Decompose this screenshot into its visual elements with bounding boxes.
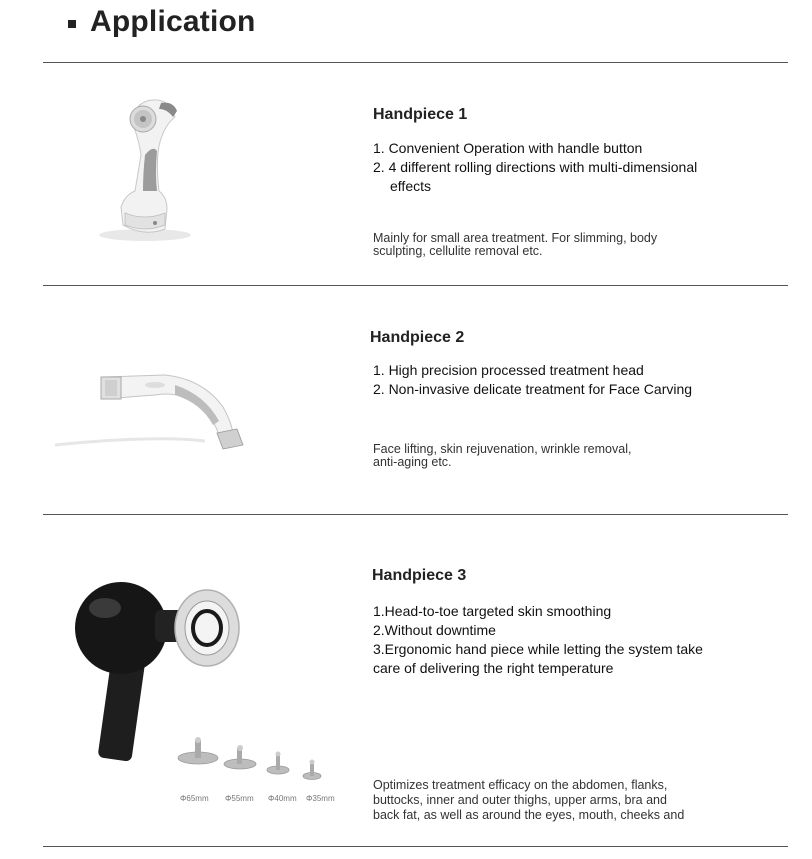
feature-item: 1.Head-to-toe targeted skin smoothing [373,603,612,619]
head-size-label: Φ65mm [180,794,209,803]
feature-item: 3.Ergonomic hand piece while letting the system take [373,641,703,657]
bullet-icon [68,20,76,28]
description-line: back fat, as well as around the eyes, mouth, cheeks and [373,808,685,822]
feature-item: 2. Non-invasive delicate treatment for Face Carving [373,381,693,397]
feature-item: care of delivering the right temperature [373,660,614,676]
handpiece-2-description [373,443,631,468]
feature-item: 2. 4 different rolling directions with multi-dimensional [373,159,698,175]
description-line: Mainly for small area treatment. For slimming, body [373,231,658,245]
description-line: Face lifting, skin rejuvenation, wrinkle removal, [373,442,632,456]
divider [43,846,788,847]
handpiece-3-title: Handpiece 3 [372,567,467,584]
description-line: Optimizes treatment efficacy on the abdomen, flanks, [373,778,668,792]
handpiece-2-features [373,361,692,399]
description-line: buttocks, inner and outer thighs, upper arms, bra and [373,793,667,807]
feature-item: 1. Convenient Operation with handle button [373,140,643,156]
handpiece-3-features [373,602,703,678]
feature-item: 2.Without downtime [373,622,496,638]
handpiece-1-image [95,95,195,245]
handpiece-1-description [373,232,657,257]
head-size-label: Φ55mm [225,794,254,803]
feature-item: effects [390,178,431,194]
handpiece-1-title: Handpiece 1 [373,106,468,123]
handpiece-2-image [55,355,255,455]
description-line: sculpting, cellulite removal etc. [373,243,543,258]
divider [43,285,788,286]
page-title: Application [90,5,256,38]
feature-item: 1. High precision processed treatment head [373,362,644,378]
head-size-label: Φ35mm [306,794,335,803]
page-header [68,2,256,42]
treatment-heads-image [170,720,330,790]
divider [43,62,788,63]
handpiece-1-features [373,139,697,196]
divider [43,514,788,515]
handpiece-2-title: Handpiece 2 [370,329,465,346]
head-size-label: Φ40mm [268,794,297,803]
description-line: anti-aging etc. [373,454,452,469]
handpiece-3-description [373,778,730,823]
